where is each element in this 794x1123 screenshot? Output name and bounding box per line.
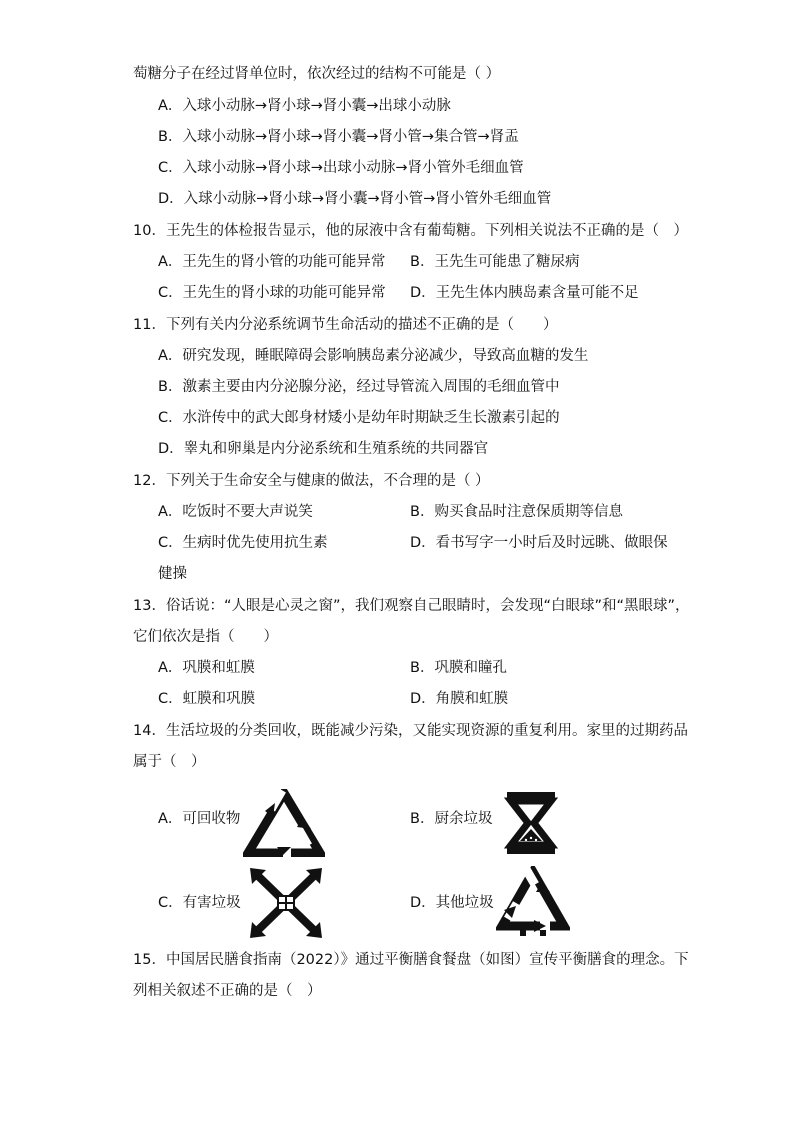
hazardous-waste-icon: [248, 868, 324, 938]
question-9-option-c: C．入球小动脉→肾小球→出球小动脉→肾小管外毛细血管: [158, 160, 524, 176]
question-9-option-b: B．入球小动脉→肾小球→肾小囊→肾小管→集合管→肾盂: [158, 129, 519, 145]
question-13-option-a: A．巩膜和虹膜: [158, 660, 255, 676]
question-10-option-c: C．王先生的肾小球的功能可能异常: [158, 285, 386, 301]
question-14-stem: 14．生活垃圾的分类回收，既能减少污染，又能实现资源的重复利用。家里的过期药品: [133, 723, 688, 739]
question-14-option-a: A．可回收物: [158, 811, 241, 827]
question-11-option-d: D．睾丸和卵巢是内分泌系统和生殖系统的共同器官: [158, 441, 489, 457]
question-10-option-b: B．王先生可能患了糖尿病: [410, 254, 580, 270]
question-9-option-d: D．入球小动脉→肾小球→肾小囊→肾小管→肾小管外毛细血管: [158, 191, 552, 207]
question-14-stem-continued: 属于（ ）: [133, 754, 206, 770]
question-9-option-a: A．入球小动脉→肾小球→肾小囊→出球小动脉: [158, 98, 451, 114]
question-14-option-b: B．厨余垃圾: [410, 811, 493, 827]
question-15-stem-continued: 列相关叙述不正确的是（ ）: [133, 983, 322, 999]
recycle-icon: [243, 789, 325, 857]
question-11-option-a: A．研究发现，睡眠障碍会影响胰岛素分泌减少，导致高血糖的发生: [158, 348, 589, 364]
question-10-option-a: A．王先生的肾小管的功能可能异常: [158, 254, 386, 270]
question-14-option-d: D．其他垃圾: [410, 895, 494, 911]
question-12-option-d-continued: 健操: [158, 566, 187, 582]
question-12-option-a: A．吃饭时不要大声说笑: [158, 504, 313, 520]
question-10-option-d: D．王先生体内胰岛素含量可能不足: [410, 285, 639, 301]
question-12-option-c: C．生病时优先使用抗生素: [158, 535, 328, 551]
question-11-stem: 11．下列有关内分泌系统调节生命活动的描述不正确的是（ ）: [133, 317, 558, 333]
question-14-option-c: C．有害垃圾: [158, 895, 241, 911]
question-12-option-d: D．看书写字一小时后及时远眺、做眼保: [410, 535, 668, 551]
question-13-stem: 13．俗话说：“人眼是心灵之窗”，我们观察自己眼睛时，会发现“白眼球”和“黑眼球”，: [133, 598, 690, 614]
kitchen-waste-icon: [503, 789, 559, 857]
question-15-stem: 15．中国居民膳食指南（2022）》通过平衡膳食餐盘（如图）宣传平衡膳食的理念。下: [133, 952, 689, 968]
question-11-option-c: C．水浒传中的武大郎身材矮小是幼年时期缺乏生长激素引起的: [158, 410, 560, 426]
question-9-stem: 萄糖分子在经过肾单位时，依次经过的结构不可能是（ ）: [133, 66, 501, 82]
question-10-stem: 10．王先生的体检报告显示，他的尿液中含有葡萄糖。下列相关说法不正确的是（ ）: [133, 223, 688, 239]
question-13-option-b: B．巩膜和瞳孔: [410, 660, 507, 676]
question-13-option-d: D．角膜和虹膜: [410, 691, 509, 707]
other-waste-icon: [496, 866, 570, 938]
question-13-option-c: C．虹膜和巩膜: [158, 691, 256, 707]
question-12-option-b: B．购买食品时注意保质期等信息: [410, 504, 623, 520]
question-12-stem: 12．下列关于生命安全与健康的做法，不合理的是（ ）: [133, 473, 490, 489]
question-13-stem-continued: 它们依次是指（ ）: [133, 629, 278, 645]
question-11-option-b: B．激素主要由内分泌腺分泌，经过导管流入周围的毛细血管中: [158, 379, 560, 395]
